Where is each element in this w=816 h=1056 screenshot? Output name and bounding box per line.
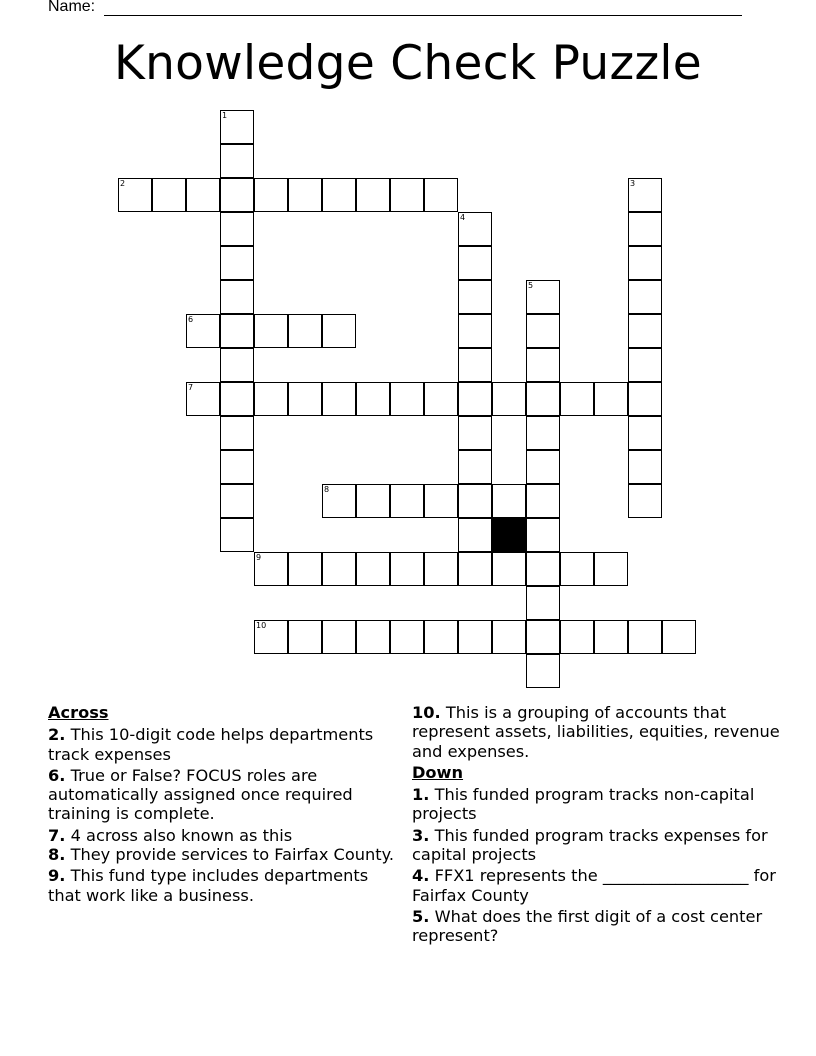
grid-cell[interactable] <box>458 552 492 586</box>
grid-cell[interactable] <box>458 620 492 654</box>
grid-cell[interactable] <box>560 382 594 416</box>
grid-cell[interactable] <box>560 552 594 586</box>
grid-cell[interactable] <box>526 620 560 654</box>
clue-across-9 <box>48 866 404 905</box>
grid-cell[interactable] <box>424 620 458 654</box>
grid-cell[interactable] <box>220 314 254 348</box>
cell-number: 7 <box>188 383 194 392</box>
grid-cell[interactable] <box>186 314 220 348</box>
grid-cell[interactable] <box>458 348 492 382</box>
clue-down-3 <box>412 826 782 865</box>
clue-number: 8. <box>48 845 66 865</box>
grid-cell[interactable] <box>594 620 628 654</box>
across-heading: Across <box>48 703 109 722</box>
grid-cell[interactable] <box>424 552 458 586</box>
grid-cell[interactable] <box>322 552 356 586</box>
cell-number: 6 <box>188 315 194 324</box>
cell-number: 2 <box>120 179 126 188</box>
grid-cell[interactable] <box>220 382 254 416</box>
grid-cell[interactable] <box>220 212 254 246</box>
grid-cell[interactable] <box>220 348 254 382</box>
grid-cell[interactable] <box>492 620 526 654</box>
grid-cell[interactable] <box>628 246 662 280</box>
grid-cell[interactable] <box>390 620 424 654</box>
grid-cell[interactable] <box>220 484 254 518</box>
grid-cell[interactable] <box>254 382 288 416</box>
grid-cell[interactable] <box>254 620 288 654</box>
grid-cell[interactable] <box>526 552 560 586</box>
grid-cell[interactable] <box>288 314 322 348</box>
grid-cell[interactable] <box>594 552 628 586</box>
grid-cell[interactable] <box>628 416 662 450</box>
grid-cell[interactable] <box>390 552 424 586</box>
grid-cell[interactable] <box>628 212 662 246</box>
clue-across-2 <box>48 725 404 764</box>
clue-number: 2. <box>48 725 66 745</box>
grid-cell[interactable] <box>662 620 696 654</box>
grid-cell[interactable] <box>356 484 390 518</box>
grid-cell[interactable] <box>628 382 662 416</box>
grid-cell[interactable] <box>220 450 254 484</box>
grid-cell[interactable] <box>288 620 322 654</box>
grid-cell[interactable] <box>424 484 458 518</box>
grid-cell[interactable] <box>526 518 560 552</box>
name-label: Name: <box>48 0 96 15</box>
grid-cell[interactable] <box>526 416 560 450</box>
grid-cell[interactable] <box>458 280 492 314</box>
grid-cell[interactable] <box>458 212 492 246</box>
grid-cell[interactable] <box>254 552 288 586</box>
grid-cell[interactable] <box>322 178 356 212</box>
grid-cell[interactable] <box>526 348 560 382</box>
clue-number: 4. <box>412 866 430 886</box>
grid-cell[interactable] <box>288 382 322 416</box>
clue-number: 3. <box>412 825 430 845</box>
cell-number: 1 <box>222 111 228 120</box>
cell-number: 10 <box>256 621 267 630</box>
grid-cell[interactable] <box>458 416 492 450</box>
grid-cell[interactable] <box>492 552 526 586</box>
clues-column-right <box>412 703 782 948</box>
clue-down-1 <box>412 785 782 824</box>
grid-cell[interactable] <box>322 382 356 416</box>
grid-cell[interactable] <box>288 178 322 212</box>
grid-cell[interactable] <box>118 178 152 212</box>
grid-cell[interactable] <box>390 178 424 212</box>
grid-cell[interactable] <box>220 518 254 552</box>
grid-cell[interactable] <box>186 178 220 212</box>
clue-across-7 <box>48 826 404 845</box>
clue-text: They provide services to Fairfax County. <box>70 845 395 865</box>
grid-cell[interactable] <box>628 450 662 484</box>
clue-text: This is a grouping of accounts that represent assets, liabilities, equities, revenue and expenses. <box>412 703 780 761</box>
grid-cell[interactable] <box>288 552 322 586</box>
grid-cell[interactable] <box>526 450 560 484</box>
grid-cell[interactable] <box>628 178 662 212</box>
grid-cell[interactable] <box>424 178 458 212</box>
grid-cell[interactable] <box>424 382 458 416</box>
grid-cell[interactable] <box>628 280 662 314</box>
grid-cell[interactable] <box>356 620 390 654</box>
grid-cell[interactable] <box>220 246 254 280</box>
clue-text: This fund type includes departments that work like a business. <box>48 866 369 905</box>
clue-number: 7. <box>48 825 66 845</box>
cell-number: 9 <box>256 553 262 562</box>
grid-cell[interactable] <box>458 450 492 484</box>
clue-text: True or False? FOCUS roles are automatically assigned once required training is complete. <box>48 765 353 824</box>
grid-cell[interactable] <box>526 280 560 314</box>
clues-column-left <box>48 703 404 907</box>
grid-cell[interactable] <box>458 382 492 416</box>
grid-cell[interactable] <box>526 654 560 688</box>
clue-text: FFX1 represents the __________________ for Fairfax County <box>412 866 776 905</box>
clue-text: This 10-digit code helps departments track expenses <box>48 725 374 764</box>
clue-across-8 <box>48 845 404 864</box>
grid-cell[interactable] <box>458 484 492 518</box>
clue-text: This funded program tracks expenses for capital projects <box>412 825 768 865</box>
grid-cell[interactable] <box>220 280 254 314</box>
grid-cell[interactable] <box>152 178 186 212</box>
page-title: Knowledge Check Puzzle <box>113 36 703 91</box>
clue-number: 10. <box>412 703 441 722</box>
grid-cell[interactable] <box>356 382 390 416</box>
clue-text: This funded program tracks non-capital projects <box>412 785 755 824</box>
cell-number: 5 <box>528 281 534 290</box>
clue-number: 1. <box>412 785 430 805</box>
grid-cell[interactable] <box>220 416 254 450</box>
clue-down-4 <box>412 866 782 905</box>
grid-cell[interactable] <box>492 484 526 518</box>
grid-cell[interactable] <box>186 382 220 416</box>
grid-cell[interactable] <box>254 178 288 212</box>
grid-cell[interactable] <box>628 620 662 654</box>
grid-cell[interactable] <box>390 484 424 518</box>
clue-across-10 <box>412 703 782 761</box>
cell-number: 8 <box>324 485 330 494</box>
clue-across-6 <box>48 766 404 824</box>
grid-cell[interactable] <box>220 144 254 178</box>
cell-number: 4 <box>460 213 466 222</box>
down-heading: Down <box>412 762 464 782</box>
grid-cell[interactable] <box>322 620 356 654</box>
cell-number: 3 <box>630 179 636 188</box>
grid-cell[interactable] <box>458 518 492 552</box>
clue-number: 6. <box>48 765 66 785</box>
grid-cell[interactable] <box>526 484 560 518</box>
grid-cell[interactable] <box>322 314 356 348</box>
grid-cell[interactable] <box>526 586 560 620</box>
grid-cell[interactable] <box>356 178 390 212</box>
grid-cell[interactable] <box>594 382 628 416</box>
grid-cell[interactable] <box>492 382 526 416</box>
grid-cell[interactable] <box>526 382 560 416</box>
grid-cell[interactable] <box>458 314 492 348</box>
black-square <box>492 518 526 552</box>
grid-cell[interactable] <box>220 178 254 212</box>
grid-cell[interactable] <box>254 314 288 348</box>
clue-text: What does the first digit of a cost center represent? <box>412 906 763 946</box>
clue-number: 5. <box>412 906 430 926</box>
grid-cell[interactable] <box>628 314 662 348</box>
grid-cell[interactable] <box>560 620 594 654</box>
grid-cell[interactable] <box>220 110 254 144</box>
clue-down-5 <box>412 907 782 946</box>
clue-text: 4 across also known as this <box>70 825 293 845</box>
grid-cell[interactable] <box>356 552 390 586</box>
grid-cell[interactable] <box>628 484 662 518</box>
grid-cell[interactable] <box>390 382 424 416</box>
clue-number: 9. <box>48 866 66 886</box>
grid-cell[interactable] <box>628 348 662 382</box>
grid-cell[interactable] <box>526 314 560 348</box>
grid-cell[interactable] <box>458 246 492 280</box>
grid-cell[interactable] <box>322 484 356 518</box>
